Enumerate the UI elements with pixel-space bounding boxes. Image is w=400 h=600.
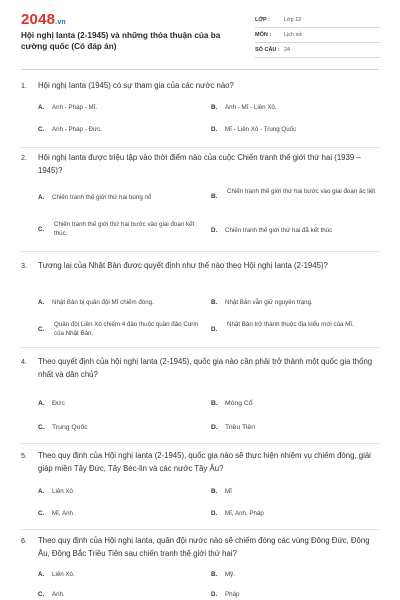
option-letter: C. xyxy=(38,126,45,133)
option-letter: B. xyxy=(211,299,218,306)
option-text: Anh - Pháp - Mĩ. xyxy=(52,104,98,111)
question-3 xyxy=(21,260,379,348)
option-text: Anh - Mĩ - Liên Xô. xyxy=(225,104,277,111)
option-letter: C. xyxy=(38,226,45,233)
question-number: 6. xyxy=(21,536,27,545)
question-2 xyxy=(21,152,379,252)
option-letter: D. xyxy=(211,510,218,517)
option-letter: D. xyxy=(211,326,218,333)
meta-value: Lịch sử xyxy=(284,32,303,38)
option-letter: B. xyxy=(211,193,218,200)
option-text: Mỹ. xyxy=(225,571,235,578)
header-divider xyxy=(21,69,379,70)
question-number: 4. xyxy=(21,357,27,366)
option-text: Trung Quốc xyxy=(52,424,88,431)
meta-row-subject xyxy=(255,28,380,43)
meta-value: 24 xyxy=(284,47,291,53)
option-text: Anh. xyxy=(52,591,65,598)
question-divider xyxy=(21,147,379,148)
meta-row-count xyxy=(255,43,380,58)
question-divider xyxy=(21,347,379,348)
question-divider xyxy=(21,251,379,252)
option-text: Đức xyxy=(52,400,65,407)
option-text: Chiến tranh thế giới thứ hai bước vào giai đoạn kết thúc. xyxy=(54,221,195,237)
option-text: Chiến tranh thế giới thứ hai đã kết thúc xyxy=(225,227,333,234)
site-logo[interactable] xyxy=(21,11,66,28)
option-text: Mông Cổ xyxy=(225,400,253,407)
option-text: Liên Xô xyxy=(52,488,73,495)
option-letter: A. xyxy=(38,400,45,407)
option-letter: D. xyxy=(211,126,218,133)
question-text: Hội nghị Ianta (1945) có sự tham gia của các nước nào? xyxy=(38,81,234,90)
logo-suffix: .vn xyxy=(55,19,66,26)
question-text: Theo quy định của Hội nghị Ianta, quân đội nước nào sẽ chiếm đóng các vùng Đông Đức, Đông Âu, Đông Bắc Triều Tiên sau chiến tranh thế giới thứ hai? xyxy=(38,536,370,558)
option-letter: B. xyxy=(211,571,218,578)
question-divider xyxy=(21,443,379,444)
option-letter: A. xyxy=(38,299,45,306)
meta-label: MÔN : xyxy=(255,32,272,38)
option-letter: B. xyxy=(211,488,218,495)
question-1 xyxy=(21,80,379,148)
option-text: Quân đội Liên Xô chiếm 4 đảo thuộc quần đảo Curin của Nhật Bản. xyxy=(54,321,199,337)
option-text: Nhật Bản vẫn giữ nguyên trạng. xyxy=(225,299,313,306)
option-letter: A. xyxy=(38,194,45,201)
option-letter: A. xyxy=(38,571,45,578)
option-text: Nhật Bản trở thành thuộc địa kiểu mới của Mĩ. xyxy=(227,321,354,328)
option-text: Chiến tranh thế giới thứ hai bùng nổ xyxy=(52,194,152,201)
meta-label: SỐ CÂU : xyxy=(255,47,280,53)
question-text: Theo quy định của Hội nghị Ianta (2-1945), quốc gia nào sẽ thực hiện nhiệm vụ chiếm đóng, giải giáp miền Tây Đức, Tây Béc-lin và các nước Tây Âu? xyxy=(38,451,371,473)
question-text: Hội nghị Ianta được triệu tập vào thời điểm nào của cuộc Chiến tranh thế giới thứ hai (1939 – 1945)? xyxy=(38,153,361,175)
question-number: 2. xyxy=(21,153,27,162)
document-title: Hội nghị Ianta (2-1945) và những thỏa thuận của ba cường quốc (Có đáp án) xyxy=(21,31,221,51)
option-letter: C. xyxy=(38,591,45,598)
option-text: Mĩ, Anh xyxy=(52,510,73,517)
option-text: Mĩ xyxy=(225,488,232,495)
question-4 xyxy=(21,356,379,444)
question-number: 1. xyxy=(21,81,27,90)
option-letter: A. xyxy=(38,488,45,495)
option-letter: D. xyxy=(211,227,218,234)
question-number: 3. xyxy=(21,261,27,270)
meta-table xyxy=(255,13,380,58)
question-number: 5. xyxy=(21,451,27,460)
option-letter: C. xyxy=(38,510,45,517)
logo-text: 2048 xyxy=(21,11,56,28)
meta-row-class xyxy=(255,13,380,28)
option-letter: B. xyxy=(211,400,218,407)
option-letter: D. xyxy=(211,591,218,598)
question-text: Tương lai của Nhật Bản được quyết định như thế nào theo Hội nghị Ianta (2-1945)? xyxy=(38,261,328,270)
option-letter: D. xyxy=(211,424,218,431)
option-text: Nhật Bản bị quân đội Mĩ chiếm đóng. xyxy=(52,299,154,306)
option-text: Triều Tiên xyxy=(225,424,255,431)
option-letter: A. xyxy=(38,104,45,111)
option-text: Pháp xyxy=(225,591,240,598)
option-letter: C. xyxy=(38,424,45,431)
question-text: Theo quyết định của hội nghị Ianta (2-1945), quốc gia nào cần phải trở thành một quốc gia thống nhất và dân chủ? xyxy=(38,357,373,379)
meta-label: LỚP : xyxy=(255,17,270,23)
option-text: Liên Xô. xyxy=(52,571,75,578)
option-text: Chiến tranh thế giới thứ hai bước vào giai đoạn ác liệt xyxy=(227,188,376,195)
page-header xyxy=(0,0,400,68)
option-text: Mĩ, Anh, Pháp xyxy=(225,510,264,517)
meta-value: Lớp 12 xyxy=(284,17,302,23)
question-5 xyxy=(21,450,379,530)
option-letter: B. xyxy=(211,104,218,111)
option-text: Anh - Pháp - Đức. xyxy=(52,126,102,133)
question-divider xyxy=(21,529,379,530)
option-text: Mĩ - Liên Xô - Trung Quốc xyxy=(225,126,297,133)
option-letter: C. xyxy=(38,326,45,333)
question-6 xyxy=(21,535,379,599)
